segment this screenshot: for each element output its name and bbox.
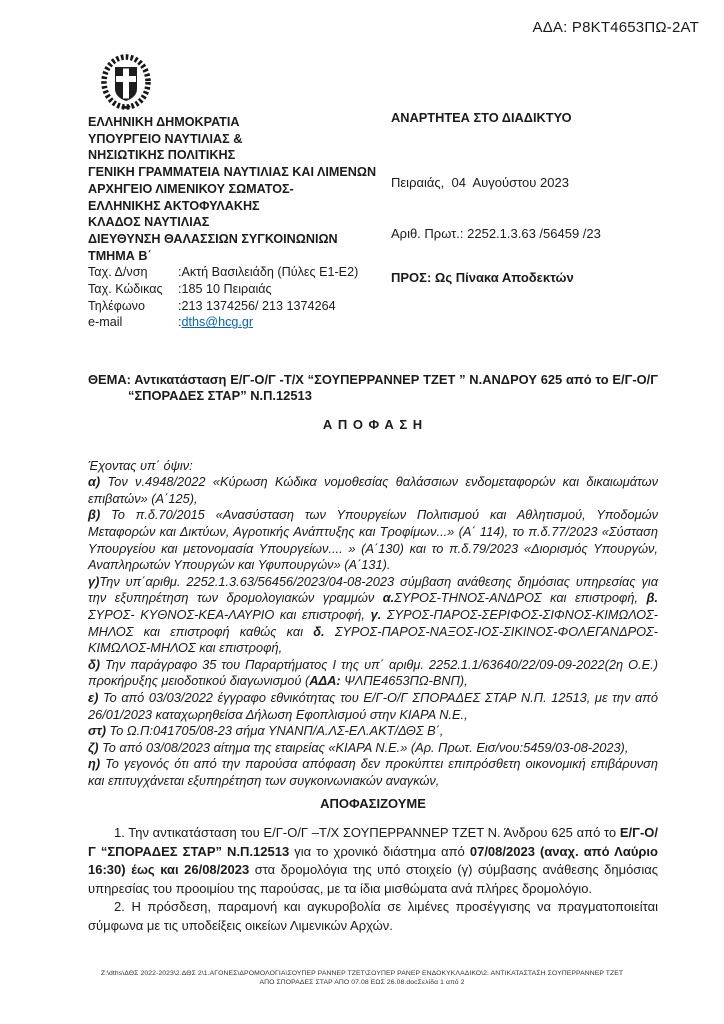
subject-label: ΘΕΜΑ: [88, 372, 131, 387]
footer-page-number: ΑΠΟ ΣΠΟΡΑΔΕΣ ΣΤΑΡ ΑΠΟ 07.08 ΕΩΣ 26.08.docΣελίδα 1 από 2 [259, 979, 465, 986]
operative-title: ΑΠΟΦΑΣΙΖΟΥΜΕ [320, 796, 426, 812]
preamble-item-e: ε) Το από 03/03/2022 έγγραφο εθνικότητας του Ε/Γ-Ο/Γ ΣΠΟΡΑΔΕΣ ΣΤΑΡ Ν.Π. 12513, με την από 26/01/2023 καταχωρηθείσα Δήλωση Εφοπλισμού στην ΚΙΑΡΑ Ν.Ε., [88, 689, 658, 722]
page-footer [0, 969, 724, 987]
org-line: ΝΗΣΙΩΤΙΚΗΣ ΠΟΛΙΤΙΚΗΣ [88, 148, 236, 163]
operative-paragraph-2: 2. Η πρόσδεση, παραμονή και αγκυροβολία σε λιμένες προσέγγισης να πραγματοποιείται σύμφωνα με τις υποδείξεις οικείων Λιμενικών Αρχών. [88, 899, 658, 933]
contact-value: :Ακτή Βασιλειάδη (Πύλες Ε1-Ε2) [178, 265, 359, 280]
sender-block [88, 54, 388, 331]
footer-filepath: Z:\dths\ΔΘΣ 2022-2023\2.ΔΘΣ 2\1.ΑΓΟΝΕΣ\ΔΡΟΜΟΛΟΓΙΑ\ΣΟΥΠΕΡ ΡΑΝΝΕΡ ΤΖΕΤ\ΣΟΥΠΕΡ ΡΑΝΕΡ ΕΝΔΟΚΥΚΛΑΔΙΚΟ\2. ΑΝΤΙΚΑΤΑΣΤΑΣΗ ΣΟΥΠΕΡΡΑΝΝΕΡ ΤΖΕΤ [100, 970, 624, 977]
recipients-line: ΠΡΟΣ: Ως Πίνακα Αποδεκτών [391, 270, 574, 285]
org-line: ΥΠΟΥΡΓΕΙΟ ΝΑΥΤΙΛΙΑΣ & [88, 131, 243, 146]
preamble-item-c: γ)Την υπ΄αριθμ. 2252.1.3.63/56456/2023/04-08-2023 σύμβαση ανάθεσης δημόσιας υπηρεσίας για την εξυπηρέτηση των δρομολογιακών γραμμών α.ΣΥΡΟΣ-ΤΗΝΟΣ-ΑΝΔΡΟΣ και επιστροφή, β. ΣΥΡΟΣ- ΚΥΘΝΟΣ-ΚΕΑ-ΛΑΥΡΙΟ και επιστροφή, γ. ΣΥΡΟΣ-ΠΑΡΟΣ-ΣΕΡΙΦΟΣ-ΣΙΦΝΟΣ-ΚΙΜΩΛΟΣ-ΜΗΛΟΣ και επιστροφή καθώς και δ. ΣΥΡΟΣ-ΠΑΡΟΣ-ΝΑΞΟΣ-ΙΟΣ-ΣΙΚΙΝΟΣ-ΦΟΛΕΓΑΝΔΡΟΣ-ΚΙΜΩΛΟΣ-ΜΗΛΟΣ και επιστροφή, [88, 573, 658, 656]
contact-value: :213 1374256/ 213 1374264 [178, 298, 336, 313]
org-line: ΑΡΧΗΓΕΙΟ ΛΙΜΕΝΙΚΟΥ ΣΩΜΑΤΟΣ- [88, 181, 294, 196]
contact-label: e-mail [88, 315, 123, 330]
place-date: Πειραιάς, 04 Αυγούστου 2023 [391, 175, 569, 190]
org-line: ΕΛΛΗΝΙΚΗ ΔΗΜΟΚΡΑΤΙΑ [88, 115, 240, 129]
ada-code: ΑΔΑ: Ρ8ΚΤ4653ΠΩ-2ΑΤ [532, 19, 699, 36]
contact-row-postcode [88, 281, 388, 298]
operative-paragraphs [88, 824, 658, 934]
org-line: ΓΕΝΙΚΗ ΓΡΑΜΜΑΤΕΙΑ ΝΑΥΤΙΛΙΑΣ ΚΑΙ ΛΙΜΕΝΩΝ [88, 165, 377, 180]
registry-block [391, 110, 701, 285]
contact-value: :185 10 Πειραιάς [178, 282, 272, 297]
org-lines [88, 114, 388, 264]
preamble-intro: Έχοντας υπ΄ όψιν: [88, 457, 193, 473]
contact-row-phone [88, 298, 388, 315]
subject-text: Αντικατάσταση Ε/Γ-Ο/Γ -Τ/Χ “ΣΟΥΠΕΡΡΑΝΝΕΡ ΤΖΕΤ ” Ν.ΑΝΔΡΟΥ 625 από το Ε/Γ-Ο/Γ “ΣΠΟΡΑΔΕΣ ΣΤΑΡ” Ν.Π.12513 [128, 372, 658, 403]
contact-label: Ταχ. Κώδικας [88, 282, 163, 297]
org-line: ΕΛΛΗΝΙΚΗΣ ΑΚΤΟΦΥΛΑΚΗΣ [88, 198, 260, 213]
decision-title: Α Π Ο Φ Α Σ Η [322, 416, 424, 432]
contact-row-email [88, 314, 388, 331]
preamble-section [88, 458, 658, 790]
contact-row-address [88, 264, 388, 281]
greek-coat-of-arms-icon [96, 54, 156, 112]
document-body [88, 372, 658, 935]
contact-label: Ταχ. Δ/νση [88, 265, 148, 280]
preamble-item-a: α) Τον ν.4948/2022 «Κύρωση Κώδικα νομοθεσίας θαλάσσιων ενδομεταφορών και δικαιωμάτων επιβατών» (Α΄125), [88, 474, 658, 506]
email-colon: : [178, 315, 182, 330]
preamble-item-b: β) Το π.δ.70/2015 «Ανασύσταση των Υπουργείων Πολιτισμού και Αθλητισμού, Υποδομών Μεταφορών και Δικτύων, Αγροτικής Ανάπτυξης και Τροφίμων...» (Α΄ 114), το π.δ.77/2023 «Σύσταση Υπουργείου και μετονομασία Υπουργείων.... » (Α΄130) και το π.δ.79/2023 «Διορισμός Υπουργών, Αναπληρωτών Υπουργών και Υφυπουργών» (Α΄131). [88, 507, 658, 573]
preamble-item-z: ζ) Το από 03/08/2023 αίτημα της εταιρείας «ΚΙΑΡΑ Ν.Ε.» (Αρ. Πρωτ. Εισ/νου:5459/03-08-2023), [88, 739, 629, 755]
protocol-number: Αριθ. Πρωτ.: 2252.1.3.63 /56459 /23 [391, 226, 601, 241]
preamble-item-st: στ) Το Ω.Π:041705/08-23 σήμα ΥΝΑΝΠ/Α.ΛΣ-ΕΛ.ΑΚΤ/ΔΘΣ Β΄, [88, 723, 444, 739]
org-line: ΚΛΑΔΟΣ ΝΑΥΤΙΛΙΑΣ [88, 215, 210, 230]
publish-notice: ΑΝΑΡΤΗΤΕΑ ΣΤΟ ΔΙΑΔΙΚΤΥΟ [391, 110, 572, 125]
preamble-item-h: η) Το γεγονός ότι από την παρούσα απόφαση δεν προκύπτει επιπρόσθετη οικονομική επιβάρυνση και επιτυγχάνεται εξυπηρέτηση των συγκοινωνιακών αναγκών, [88, 756, 658, 788]
subject-line [88, 372, 658, 404]
org-line: ΤΜΗΜΑ Β΄ [88, 248, 152, 263]
org-line: ΔΙΕΥΘΥΝΣΗ ΘΑΛΑΣΣΙΩΝ ΣΥΓΚΟΙΝΩΝΙΩΝ [88, 231, 338, 246]
email-link[interactable]: dths@hcg.gr [181, 315, 254, 330]
contact-value [178, 314, 253, 331]
preamble-item-d: δ) Την παράγραφο 35 του Παραρτήματος Ι της υπ΄ αριθμ. 2252.1.1/63640/22/09-09-2022(2η Ο.Ε.) προκήρυξης μειοδοτικού διαγωνισμού (ΑΔΑ: ΨΛΠΕ4653ΠΩ-ΒΝΠ), [88, 656, 658, 689]
contact-label: Τηλέφωνο [88, 298, 145, 313]
operative-paragraph-1: 1. Την αντικατάσταση του Ε/Γ-Ο/Γ –Τ/Χ ΣΟΥΠΕΡΡΑΝΝΕΡ ΤΖΕΤ Ν. Άνδρου 625 από το Ε/Γ-Ο/Γ “ΣΠΟΡΑΔΕΣ ΣΤΑΡ” Ν.Π.12513 για το χρονικό διάστημα από 07/08/2023 (αναχ. από Λαύριο 16:30) έως και 26/08/2023 στα δρομολόγια της υπό στοιχείο (γ) σύμβασης ανάθεσης δημόσιας υπηρεσίας του προοιμίου της παρούσας, με τα ίδια μισθώματα ανά πλήρες δρομολόγιο. [88, 825, 658, 896]
contact-info [88, 264, 388, 331]
